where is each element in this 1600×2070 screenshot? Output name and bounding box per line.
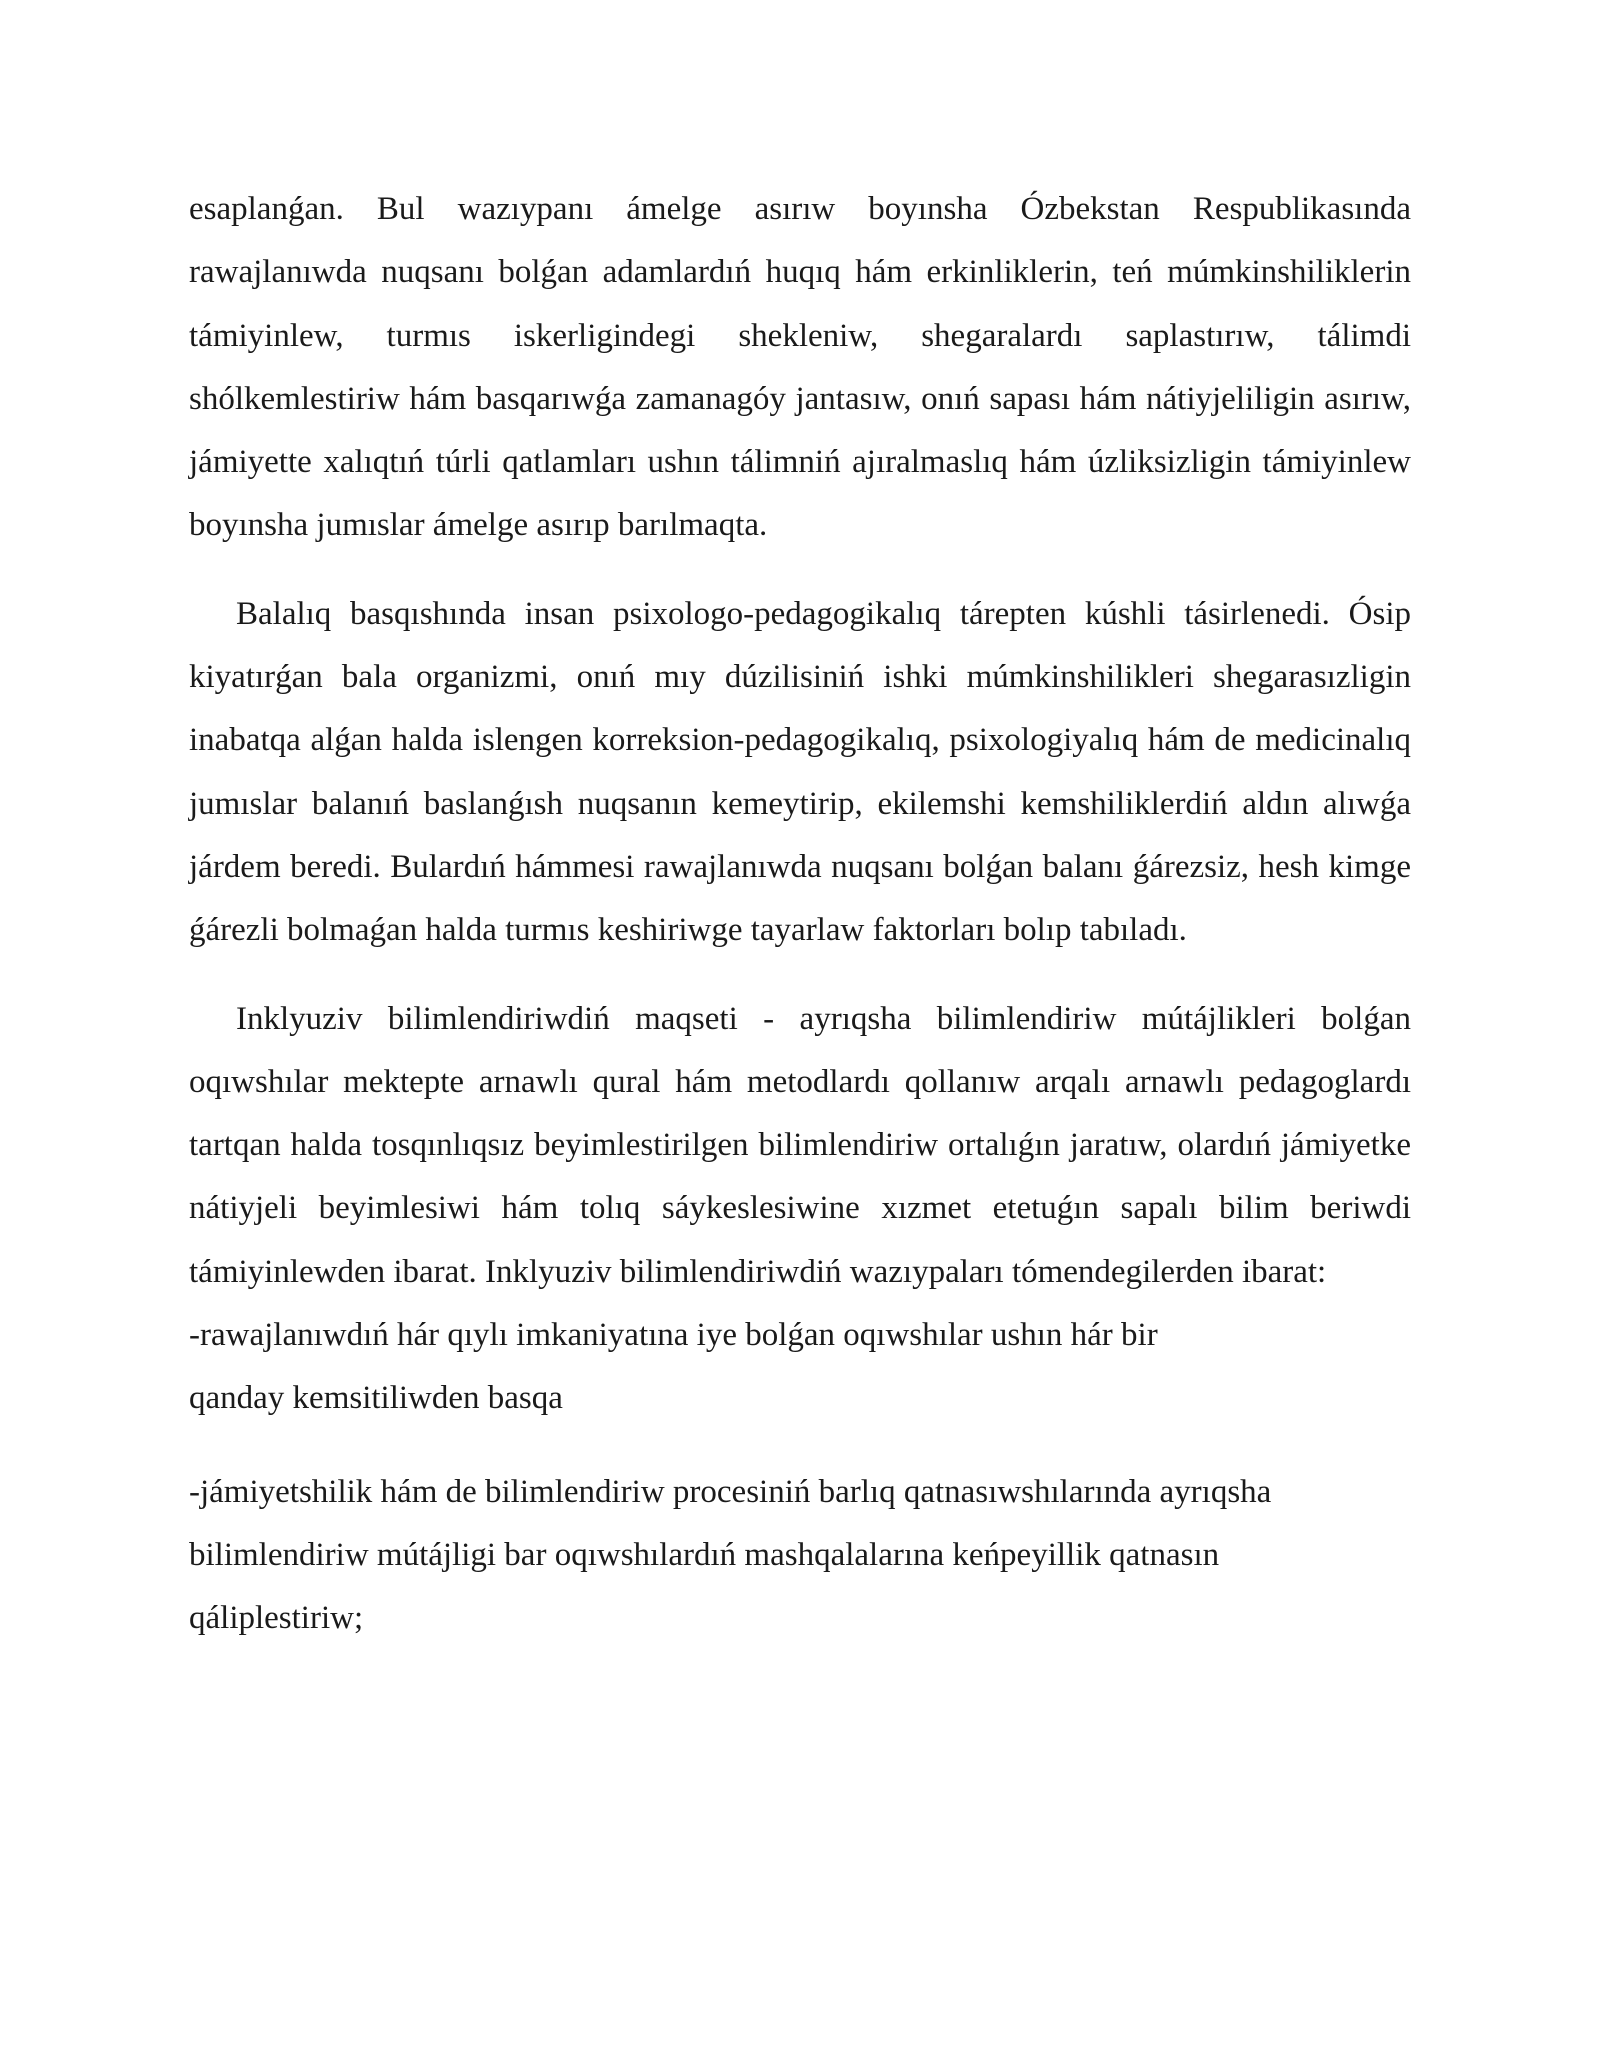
list-item-2-line-1: -jámiyetshilik hám de bilimlendiriw procesiniń barlıq qatnasıwshılarında ayrıqsha [189,1473,1272,1510]
text-column [189,178,1411,1651]
paragraph-1: esaplanǵan. Bul wazıypanı ámelge asırıw boyınsha Ózbekstan Respublikasında rawajlanıwda nuqsanı bolǵan adamlardıń huqıq hám erkinliklerin, teń múmkinshiliklerin támiyinlew, turmıs iskerligindegi shekleniw, shegaralardı saplastırıw, tálimdi shólkemlestiriw hám basqarıwǵa zamanagóy jantasıw, onıń sapası hám nátiyjeliligin asırıw, jámiyette xalıqtıń túrli qatlamları ushın tálimniń ajıralmaslıq hám úzliksizligin támiyinlew boyınsha jumıslar ámelge asırıp barılmaqta. [189,191,1411,544]
list-item-1-line-1: -rawajlanıwdıń hár qıylı imkaniyatına iye bolǵan oqıwshılar ushın hár bir [189,1317,1158,1354]
paragraph-3: Inklyuziv bilimlendiriwdiń maqseti - ayrıqsha bilimlendiriw mútájlikleri bolǵan oqıwshılar mektepte arnawlı qural hám metodlardı qollanıw arqalı arnawlı pedagoglardı tartqan halda tosqınlıqsız beyimlestirilgen bilimlendiriw ortalıǵın jaratıw, olardıń jámiyetke nátiyjeli beyimlesiwi hám tolıq sáykeslesiwine xızmet etetuǵın sapalı bilim beriwdi támiyinlewden ibarat. Inklyuziv bilimlendiriwdiń wazıypaları tómendegilerden ibarat: [189,1000,1411,1290]
list-item-2-line-2: bilimlendiriw mútájligi bar oqıwshılardıń mashqalalarına keńpeyillik qatnasın [189,1536,1220,1573]
paragraph-2: Balalıq basqıshında insan psixologo-pedagogikalıq tárepten kúshli tásirlenedi. Ósip kiyatırǵan bala organizmi, onıń mıy dúzilisiniń ishki múmkinshilikleri shegarasızligin inabatqa alǵan halda islengen korreksion-pedagogikalıq, psixologiyalıq hám de medicinalıq jumıslar balanıń baslanǵısh nuqsanın kemeytirip, ekilemshi kemshiliklerdiń aldın alıwǵa járdem beredi. Bulardıń hámmesi rawajlanıwda nuqsanı bolǵan balanı ǵárezsiz, hesh kimge ǵárezli bolmaǵan halda turmıs keshiriwge tayarlaw faktorları bolıp tabıladı. [189,595,1411,949]
list-item-1-line-2: qanday kemsitiliwden basqa [189,1380,563,1417]
list-item-2 [189,1461,1411,1651]
list-item-1 [189,1304,1411,1431]
list-item-2-line-3: qáliplestiriw; [189,1600,364,1637]
